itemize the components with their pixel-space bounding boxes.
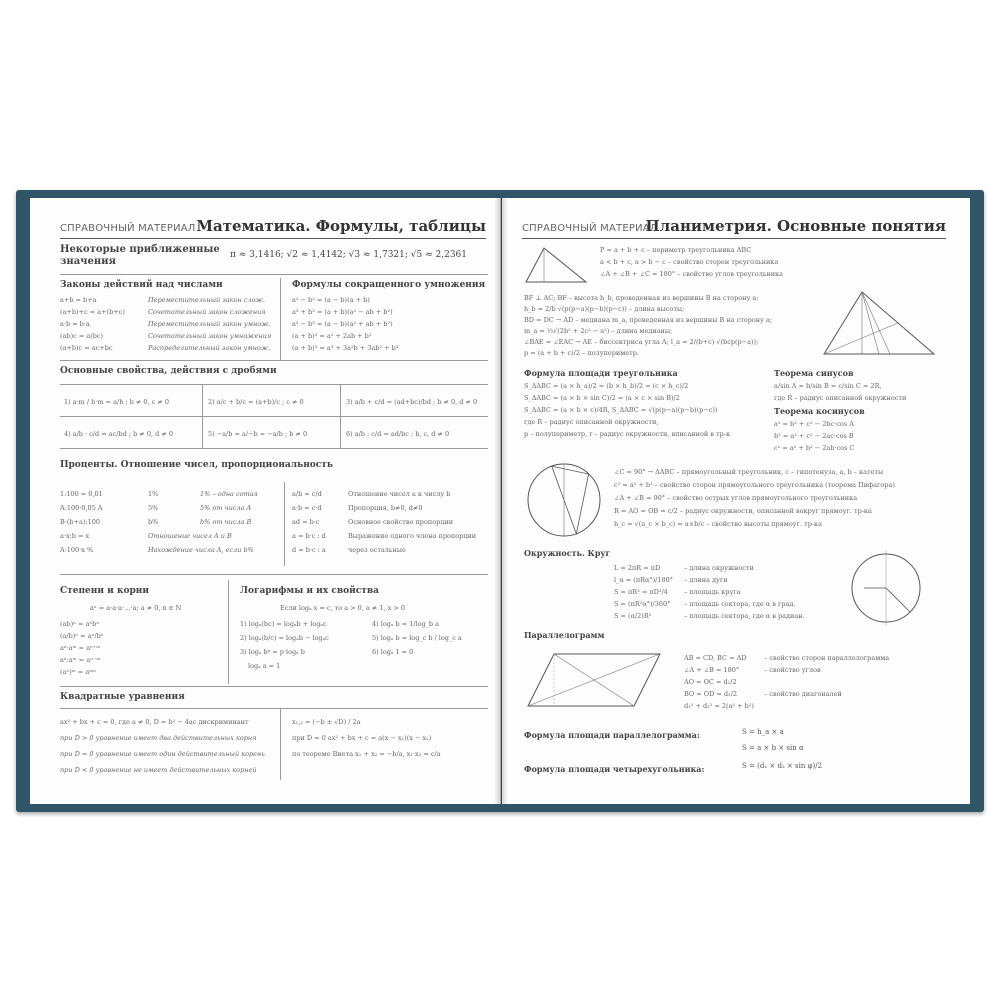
percent-cell: 1:100 = 0,01: [60, 490, 103, 498]
triangle-property: P = a + b + c – периметр треугольника ABC: [600, 246, 752, 254]
laws-title: Законы действий над числами: [60, 280, 223, 290]
circle-formula: l_α = (πRα°)/180°: [614, 576, 674, 584]
parallelogram-note: – свойство диагоналей: [764, 690, 842, 698]
sines-title: Теорема синусов: [774, 368, 854, 378]
area-formula: S_ΔABC = (a × b × sin C)/2 = (a × c × sin B)/2: [524, 394, 680, 402]
circle-note: – площадь сектора, где α в град.: [684, 600, 796, 608]
right-triangle-property: ∠A + ∠B = 90° – свойство острых углов прямоугольного треугольника: [614, 494, 858, 502]
percent-cell: B·(b+a):100: [60, 518, 100, 526]
parallelogram-note: – свойство углов: [764, 666, 821, 674]
quad-title: Квадратные уравнения: [60, 692, 185, 702]
book-spine: [494, 198, 508, 804]
percent-title: Проценты. Отношение чисел, пропорциональность: [60, 460, 333, 470]
short-mult-title: Формулы сокращенного умножения: [292, 280, 486, 290]
circle-title: Окружность. Круг: [524, 548, 611, 558]
triangle-medians-diagram: [820, 288, 940, 360]
proportion-formula: a = b·c : d: [292, 532, 326, 540]
parallelogram-formula: BO = OD = d₂/2: [684, 690, 738, 698]
proportion-note: Пропорция, b≠0, d≠0: [348, 504, 423, 512]
quad-rule: при D = 0 уравнение имеет один действительный корень: [60, 750, 265, 758]
short-mult-formula: a³ − b³ = (a − b)(a² + ab + b²): [292, 320, 393, 328]
sines-formula: a/sin A = b/sin B = c/sin C = 2R,: [774, 382, 882, 390]
header-label: СПРАВОЧНЫЙ МАТЕРИАЛ: [60, 223, 196, 234]
log-rule: 4) logₐ b = 1/log_b a: [372, 620, 440, 628]
divider: [60, 708, 488, 709]
percent-cell: b% от числа B: [200, 518, 252, 526]
law-name: Переместительный закон слож.: [148, 296, 265, 304]
circle-diagram: [848, 548, 924, 628]
proportion-note: Основное свойство пропорции: [348, 518, 454, 526]
circle-note: – площадь круга: [684, 588, 741, 596]
percent-cell: Нахождение числа A, если b%: [148, 546, 254, 554]
right-triangle-property: ∠C = 90° → ΔABC – прямоугольный треугольник, c – гипотенуза, a, b – катеты: [614, 468, 884, 476]
logs-title: Логарифмы и их свойства: [240, 586, 379, 596]
left-page-header: [60, 212, 486, 239]
log-rule: 5) logₐ b = log_c b / log_c a: [372, 634, 462, 642]
cosines-title: Теорема косинусов: [774, 406, 865, 416]
right-page-header: [522, 212, 946, 239]
divider: [60, 274, 488, 275]
law-formula: (a+b)+c = a+(b+c): [60, 308, 125, 316]
area-tri-title: Формула площади треугольника: [524, 368, 678, 378]
sines-formula: где R – радиус описанной окружности: [774, 394, 907, 402]
power-rule: (aⁿ)ᵐ = aⁿᵐ: [60, 668, 96, 676]
quad-root: по теореме Виета x₁ + x₂ = −b/a, x₁·x₂ = c/a: [292, 750, 441, 758]
circle-formula: S = πR² = πD²/4: [614, 588, 668, 596]
percent-cell: 1% – одна сотая: [200, 490, 258, 498]
triangle-line: m_a = ½√(2b² + 2c² − a²) – длина медианы;: [524, 327, 673, 335]
circle-note: – площадь сектора, где α в радиан.: [684, 612, 805, 620]
law-formula: (a+b)c = ac+bc: [60, 344, 113, 352]
triangle-property: ∠A + ∠B + ∠C = 180° – свойство углов треугольника: [600, 270, 783, 278]
circle-formula: L = 2πR = πD: [614, 564, 661, 572]
circle-formula: S = (πR²α°)/360°: [614, 600, 671, 608]
area-par-title: Формула площади параллелограмма:: [524, 730, 700, 740]
log-rule: 3) logₐ bᵖ = p·logₐ b: [240, 648, 305, 656]
proportion-note: Отношение чисел a к числу b: [348, 490, 451, 498]
log-rule: 1) logₐ(bc) = logₐb + logₐc: [240, 620, 327, 628]
triangle-line: h_b = 2/b √(p(p−a)(p−b)(p−c)) – длина высоты;: [524, 305, 685, 313]
log-rule: 2) logₐ(b/c) = logₐb − logₐc: [240, 634, 329, 642]
parallelogram-diagram: [524, 650, 664, 710]
area-quad-formula: S = (d₁ × d₂ × sin φ)/2: [742, 762, 823, 770]
proportion-formula: a/b = c/d: [292, 490, 322, 498]
short-mult-formula: a² − b² = (a − b)(a + b): [292, 296, 370, 304]
area-par-formula: S = h_a × a: [742, 728, 784, 736]
cosines-formula: b² = a² + c² − 2ac·cos B: [774, 432, 854, 440]
triangle-diagram: [522, 242, 592, 286]
log-definition: Если logₐ x = c, то a > 0, a ≠ 1, x > 0: [280, 604, 406, 612]
left-page: [30, 198, 501, 804]
triangle-line: ∠BAE = ∠EAC → AE – биссектриса угла A; l_a = 2/(b+c) √(bcp(p−a));: [524, 338, 759, 346]
percent-cell: 5% от числа A: [200, 504, 252, 512]
fraction-rule: 1) a·m / b·m = a/b ; b ≠ 0, c ≠ 0: [64, 398, 170, 406]
quad-rule: при D > 0 уравнение имеет два действительных корня: [60, 734, 257, 742]
proportion-formula: a·b = c·d: [292, 504, 322, 512]
percent-cell: 1%: [148, 490, 159, 498]
header-label: СПРАВОЧНЫЙ МАТЕРИАЛ: [522, 223, 658, 234]
parallelogram-title: Параллелограмм: [524, 630, 605, 640]
law-name: Сочетательный закон сложения: [148, 308, 266, 316]
parallelogram-formula: ∠A + ∠B = 180°: [684, 666, 740, 674]
law-name: Сочетательный закон умножения: [148, 332, 272, 340]
right-triangle-property: c² = a² + b² – свойство сторон прямоугольного треугольника (теорема Пифагора): [614, 481, 895, 489]
law-name: Переместительный закон умнож.: [148, 320, 271, 328]
triangle-line: BD = DC → AD – медиана m_a, проведенная из вершины B на сторону a;: [524, 316, 773, 324]
proportion-formula: ad = b·c: [292, 518, 320, 526]
quad-rule: ax² + bx + c = 0, где a ≠ 0, D = b² − 4ac дискриминант: [60, 718, 249, 726]
triangle-line: p = (a + b + c)/2 – полупериметр.: [524, 349, 639, 357]
fractions-title: Основные свойства, действия с дробями: [60, 366, 277, 376]
divider: [60, 360, 488, 361]
parallelogram-formula: AB = CD, BC = AD: [684, 654, 747, 662]
divider: [284, 482, 285, 566]
proportion-formula: d = b·c : a: [292, 546, 326, 554]
power-rule: (ab)ⁿ = aⁿbⁿ: [60, 620, 100, 628]
right-page: [502, 198, 970, 804]
quad-rule: при D < 0 уравнение не имеет действительных корней: [60, 766, 257, 774]
divider: [280, 708, 281, 780]
percent-cell: Отношение чисел A и B: [148, 532, 232, 540]
approx-title: Некоторые приближенные: [60, 244, 220, 255]
fraction-rule: 3) a/b + c/d = (ad+bc)/bd ; b ≠ 0, d ≠ 0: [346, 398, 478, 406]
fraction-rule: 5) −a/b = a/−b = −a/b ; b ≠ 0: [208, 430, 308, 438]
fraction-rule: 6) a/b : c/d = ad/bc ; b, c, d ≠ 0: [346, 430, 450, 438]
percent-cell: 5%: [148, 504, 159, 512]
power-rule: (a/b)ⁿ = aⁿ/bⁿ: [60, 632, 104, 640]
percent-cell: a·x:b = x: [60, 532, 90, 540]
page-title: Планиметрия. Основные понятия: [645, 217, 946, 235]
powers-definition: aⁿ = a·a·a·…·a; a ≠ 0, n ∈ N: [90, 604, 182, 612]
area-formula: p – полупериметр, r – радиус окружности, вписанной в тр-к: [524, 430, 731, 438]
divider: [280, 278, 281, 360]
area-formula: где R – радиус описанной окружности,: [524, 418, 659, 426]
right-triangle-circle-diagram: [524, 460, 604, 540]
percent-cell: b%: [148, 518, 159, 526]
approx-formula: π ≈ 3,1416; √2 ≈ 1,4142; √3 ≈ 1,7321; √5 ≈ 2,2361: [230, 250, 467, 260]
circle-note: – длина дуги: [684, 576, 728, 584]
log-rule: 6) logₐ 1 = 0: [372, 648, 414, 656]
page-title: Математика. Формулы, таблицы: [196, 217, 486, 235]
cosines-formula: a² = b² + c² − 2bc·cos A: [774, 420, 854, 428]
short-mult-formula: (a + b)³ = a³ + 3a²b + 3ab² + b³: [292, 344, 399, 352]
log-rule: logₐ a = 1: [248, 662, 281, 670]
divider: [60, 574, 488, 575]
short-mult-formula: a³ + b³ = (a + b)(a² − ab + b²): [292, 308, 393, 316]
fraction-rule: 4) a/b · c/d = ac/bd ; b ≠ 0, d ≠ 0: [64, 430, 173, 438]
cosines-formula: c² = a² + b² − 2ab·cos C: [774, 444, 855, 452]
circle-formula: S = (α/2)R²: [614, 612, 652, 620]
quad-root: x₁,₂ = (−b ± √D) / 2a: [292, 718, 361, 726]
area-quad-title: Формула площади четырехугольника:: [524, 764, 705, 774]
approx-title-2: значения: [60, 256, 116, 267]
area-par-formula: S = a × b × sin α: [742, 744, 804, 752]
percent-cell: A·100·x %: [60, 546, 94, 554]
proportion-note: через остальные: [348, 546, 406, 554]
parallelogram-note: – свойство сторон параллелограмма: [764, 654, 890, 662]
law-formula: a+b = b+a: [60, 296, 97, 304]
divider: [60, 384, 488, 385]
parallelogram-formula: AO = OC = d₁/2: [684, 678, 737, 686]
short-mult-formula: (a + b)² = a² + 2ab + b²: [292, 332, 372, 340]
law-name: Распределительный закон умнож.: [148, 344, 271, 352]
proportion-note: Выражение одного члена пропорции: [348, 532, 477, 540]
law-formula: a·b = b·a: [60, 320, 90, 328]
area-formula: S_ΔABC = (a × b × c)/4R, S_ΔABC = √(p(p−a)(p−b)(p−c)): [524, 406, 718, 414]
power-rule: aⁿ:aᵐ = aⁿ⁻ᵐ: [60, 656, 101, 664]
divider: [228, 580, 229, 684]
right-triangle-property: h_c = √(a_c × b_c) = a×b/c – свойство высоты прямоуг. тр-ка: [614, 520, 822, 528]
parallelogram-formula: d₁² + d₂² = 2(a² + b²): [684, 702, 754, 710]
law-formula: (ab)c = a(bc): [60, 332, 104, 340]
area-formula: S_ΔABC = (a × h_a)/2 = (b × h_b)/2 = (c × h_c)/2: [524, 382, 689, 390]
right-triangle-property: R = AO = OB = c/2 – радиус окружности, описанной вокруг прямоуг. тр-ка: [614, 507, 872, 515]
quad-root: при D = 0 ax² + bx + c = a(x − x₁)(x − x₂): [292, 734, 432, 742]
divider: [60, 416, 488, 417]
powers-title: Степени и корни: [60, 586, 150, 596]
divider: [60, 686, 488, 687]
circle-note: – длина окружности: [684, 564, 754, 572]
divider: [60, 448, 488, 449]
percent-cell: A:100·0,05 A: [60, 504, 103, 512]
divider: [340, 384, 341, 448]
triangle-property: a < b + c, a > b − c – свойство сторон треугольника: [600, 258, 779, 266]
fraction-rule: 2) a/c + b/c = (a+b)/c ; c ≠ 0: [208, 398, 304, 406]
divider: [202, 384, 203, 448]
power-rule: aⁿ·aᵐ = aⁿ⁺ᵐ: [60, 644, 101, 652]
triangle-line: BF ⊥ AC; BF – высота h_b, проведенная из вершины B на сторону a;: [524, 294, 759, 302]
